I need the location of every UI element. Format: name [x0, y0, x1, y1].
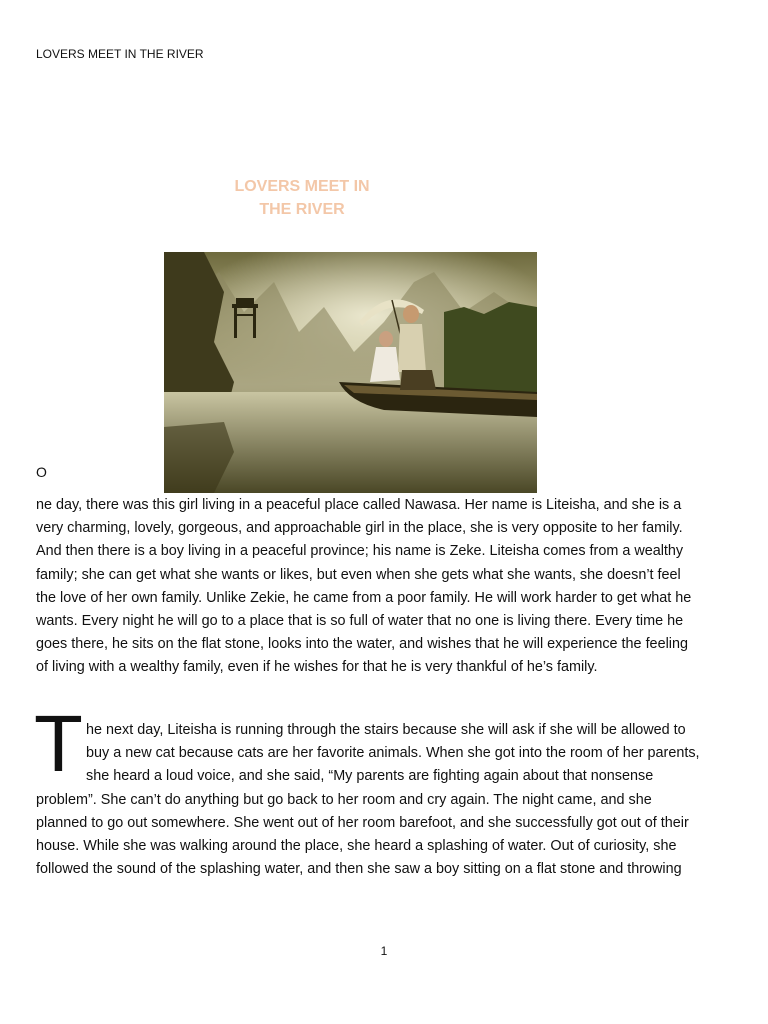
couple-on-boat-image — [164, 252, 537, 493]
paragraph-2-drop-cap: T — [34, 699, 83, 788]
running-header: LOVERS MEET IN THE RIVER — [36, 47, 204, 61]
title-line-2: THE RIVER — [259, 201, 345, 218]
paragraph-2-line: buy a new cat because cats are her favorite animals. When she got into the room of her parents, — [86, 745, 700, 762]
paragraph-2-line: followed the sound of the splashing water, and then she saw a boy sitting on a flat stone and throwing — [36, 861, 682, 878]
paragraph-1-line: And then there is a boy living in a peaceful province; his name is Zeke. Liteisha comes from a wealthy — [36, 543, 684, 560]
paragraph-1-drop-letter: O — [36, 464, 47, 480]
title-line-1: LOVERS MEET IN — [234, 178, 370, 195]
paragraph-2-line: she heard a loud voice, and she said, “My parents are fighting again about that nonsense — [86, 768, 654, 785]
paragraph-1-line: of living with a wealthy family, even if he wishes for that he is very thankful of he’s family. — [36, 659, 598, 676]
page-number: 1 — [380, 944, 388, 958]
paragraph-2 — [36, 719, 736, 881]
paragraph-1-line: wants. Every night he will go to a place that is so full of water that no one is living there. Every time he — [36, 613, 684, 630]
paragraph-2-line: he next day, Liteisha is running through the stairs because she will ask if she will be allowed to — [86, 722, 686, 738]
paragraph-1-line: family; she can get what she wants or likes, but even when she gets what she wants, she doesn’t feel — [36, 566, 681, 583]
paragraph-1-line: the love of her own family. Unlike Zekie, he came from a poor family. He will work harder to get what he — [36, 589, 692, 606]
paragraph-1-line: goes there, he sits on the flat stone, looks into the water, and wishes that he will experience the feeling — [36, 636, 688, 653]
paragraph-1-line: very charming, lovely, gorgeous, and approachable girl in the place, she is very opposite to her family. — [36, 520, 683, 537]
paragraph-1 — [36, 494, 736, 680]
paragraph-1-line: ne day, there was this girl living in a peaceful place called Nawasa. Her name is Liteisha, and she is a — [36, 497, 682, 513]
paragraph-2-line: planned to go out somewhere. She went out of her room barefoot, and she successfully got out of their — [36, 814, 689, 831]
document-title — [200, 175, 404, 221]
paragraph-2-line: problem”. She can’t do anything but go back to her room and cry again. The night came, and she — [36, 791, 652, 808]
story-illustration — [164, 252, 537, 493]
paragraph-2-line: house. While she was walking around the place, she heard a splashing of water. Out of curiosity, she — [36, 838, 677, 855]
